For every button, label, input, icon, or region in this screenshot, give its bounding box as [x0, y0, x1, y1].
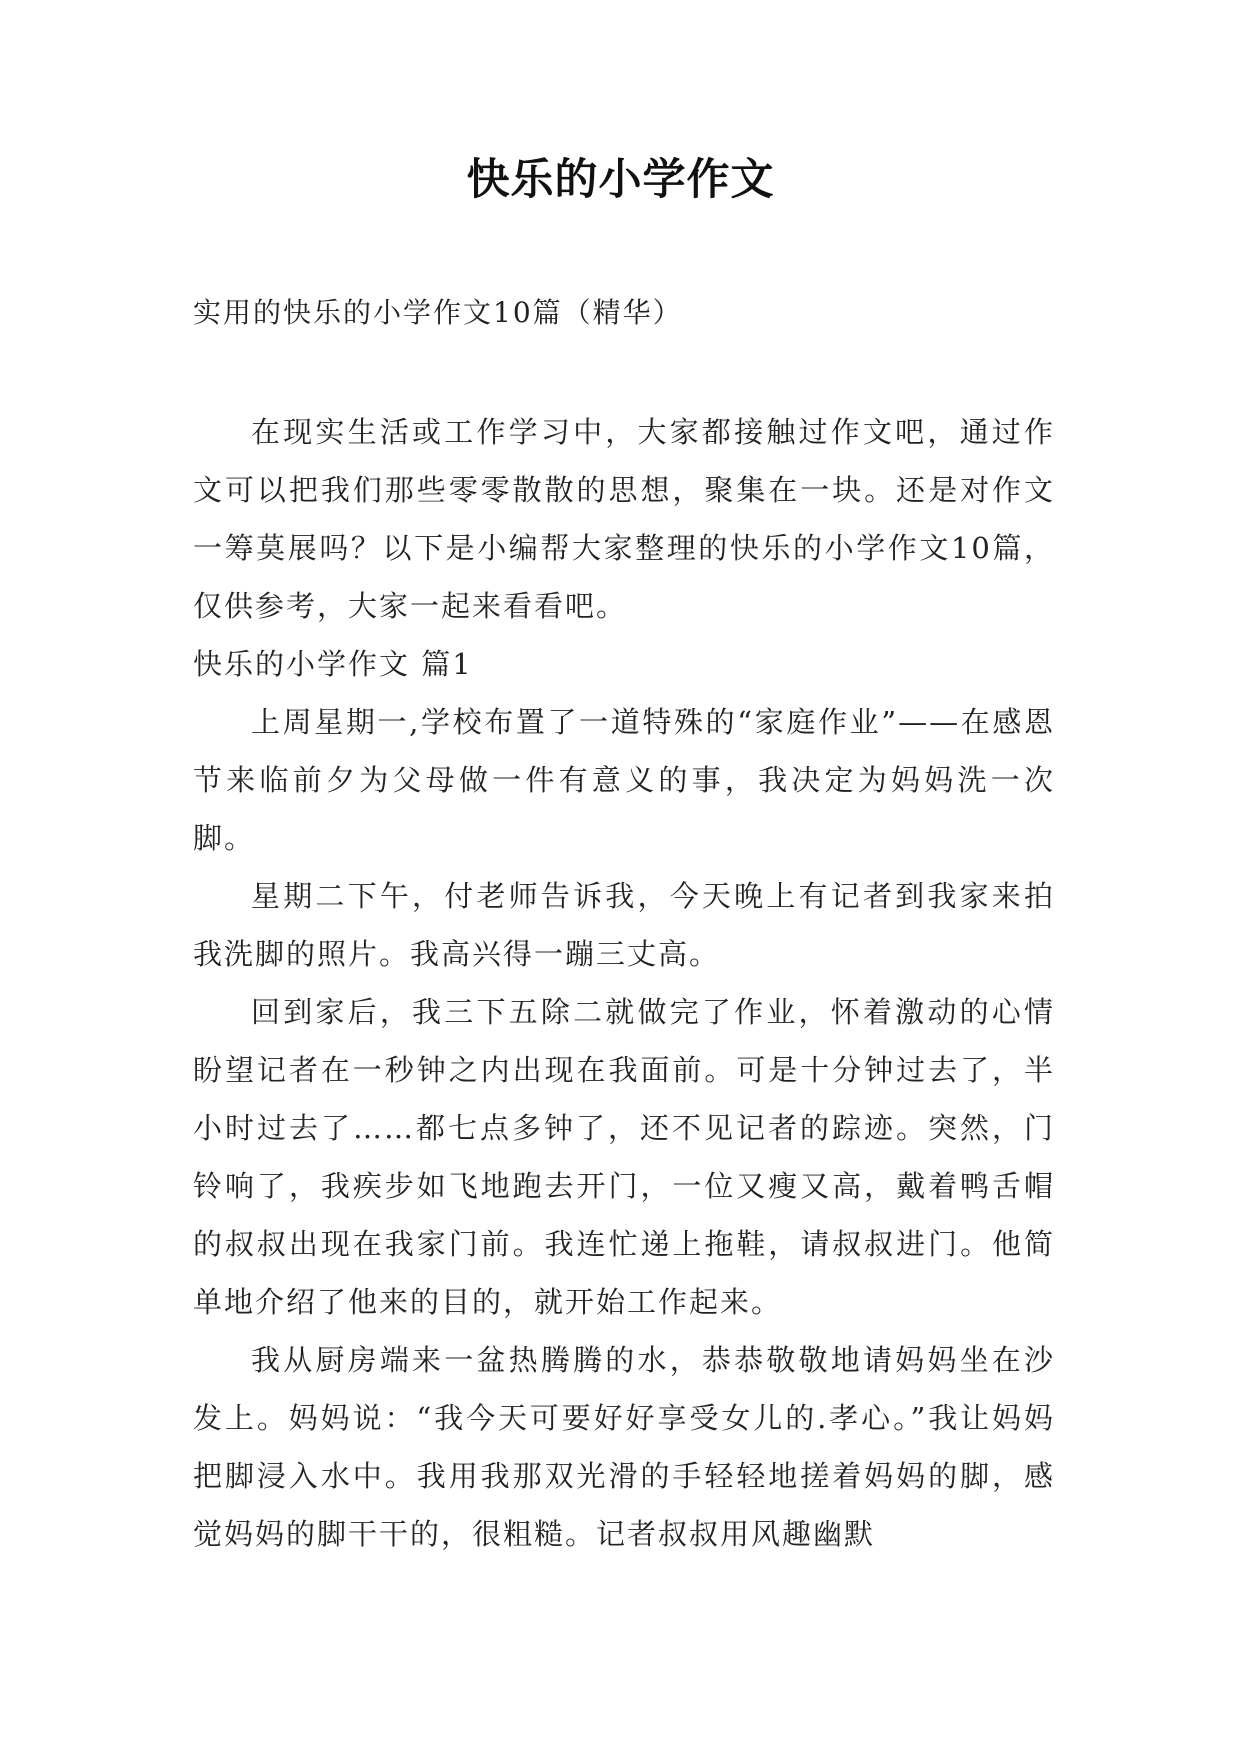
- intro-paragraph: 在现实生活或工作学习中，大家都接触过作文吧，通过作文可以把我们那些零零散散的思想，聚集在一块。还是对作文一筹莫展吗？以下是小编帮大家整理的快乐的小学作文10篇，仅供参考，大家一起来看看吧。: [193, 415, 1055, 623]
- body-paragraph: 上周星期一,学校布置了一道特殊的“家庭作业”——在感恩节来临前夕为父母做一件有意义的事，我决定为妈妈洗一次脚。: [193, 705, 1055, 855]
- body-paragraph: 回到家后，我三下五除二就做完了作业，怀着激动的心情盼望记者在一秒钟之内出现在我面前。可是十分钟过去了，半小时过去了……都七点多钟了，还不见记者的踪迹。突然，门铃响了，我疾步如飞地跑去开门，一位又瘦又高，戴着鸭舌帽的叔叔出现在我家门前。我连忙递上拖鞋，请叔叔进门。他简单地介绍了他来的目的，就开始工作起来。: [193, 995, 1055, 1319]
- body-paragraph: 星期二下午，付老师告诉我，今天晚上有记者到我家来拍我洗脚的照片。我高兴得一蹦三丈高。: [193, 879, 1055, 971]
- document-subtitle: 实用的快乐的小学作文10篇（精华）: [193, 296, 683, 329]
- document-title: 快乐的小学作文: [466, 155, 775, 205]
- section-heading: 快乐的小学作文 篇1: [193, 647, 473, 681]
- document-body: [193, 403, 1055, 1563]
- body-paragraph: 我从厨房端来一盆热腾腾的水，恭恭敬敬地请妈妈坐在沙发上。妈妈说：“我今天可要好好享受女儿的.孝心。”我让妈妈把脚浸入水中。我用我那双光滑的手轻轻地搓着妈妈的脚，感觉妈妈的脚干干的，很粗糙。记者叔叔用风趣幽默: [193, 1343, 1055, 1551]
